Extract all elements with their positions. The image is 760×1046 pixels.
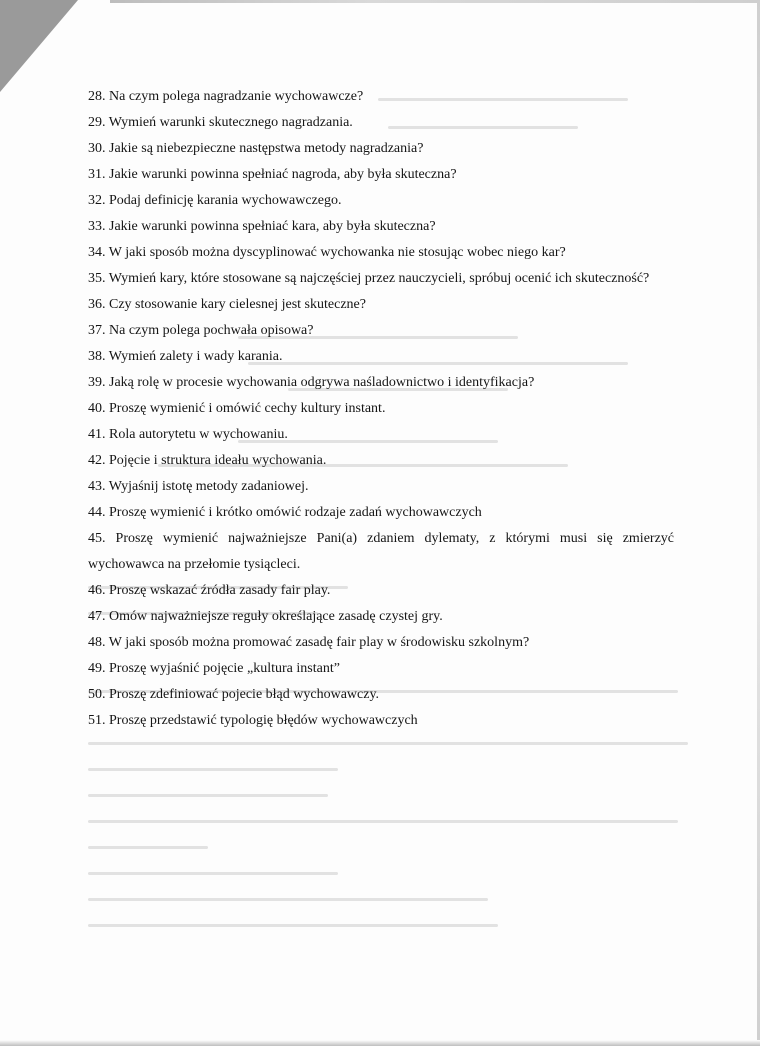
question-list [88,84,674,734]
question-item [88,500,674,526]
question-text: W jaki sposób można dyscyplinować wychowanka nie stosując wobec niego kar? [108,245,566,260]
question-item [88,162,674,188]
question-text: Na czym polega pochwała opisowa? [109,323,314,338]
question-text: Proszę wskazać źródła zasady fair play. [109,583,331,598]
question-number: 30. [88,141,106,156]
question-text: Na czym polega nagradzanie wychowawcze? [109,89,364,104]
question-text: Rola autorytetu w wychowaniu. [109,427,288,442]
question-number: 35. [88,271,106,286]
question-text: Wymień kary, które stosowane są najczęściej przez nauczycieli, spróbuj ocenić ich skuteczność? [108,271,650,286]
question-item [88,656,674,682]
question-item [88,526,674,578]
question-number: 41. [88,427,106,442]
question-text: Omów najważniejsze reguły określające zasadę czystej gry. [109,609,443,624]
question-item [88,708,674,734]
question-item [88,110,674,136]
question-item [88,396,674,422]
question-text: Podaj definicję karania wychowawczego. [109,193,342,208]
question-text: Wyjaśnij istotę metody zadaniowej. [108,479,309,494]
question-number: 36. [88,297,106,312]
question-item [88,136,674,162]
folded-corner [0,0,78,92]
question-number: 40. [88,401,106,416]
question-number: 51. [88,713,106,728]
scan-edge-top [110,0,760,3]
question-item [88,344,674,370]
question-number: 44. [88,505,106,520]
question-text: Wymień warunki skutecznego nagradzania. [108,115,353,130]
question-item [88,84,674,110]
question-number: 46. [88,583,106,598]
question-item [88,474,674,500]
question-text: W jaki sposób można promować zasadę fair play w środowisku szkolnym? [108,635,530,650]
question-text: Proszę wyjaśnić pojęcie „kultura instant” [109,661,340,676]
question-item [88,292,674,318]
question-text: Pojęcie i struktura ideału wychowania. [109,453,327,468]
question-item [88,682,674,708]
question-item [88,240,674,266]
question-item [88,578,674,604]
question-text: Proszę przedstawić typologię błędów wychowawczych [109,713,418,728]
question-number: 39. [88,375,106,390]
question-number: 47. [88,609,106,624]
question-number: 37. [88,323,106,338]
question-text: Proszę wymienić i krótko omówić rodzaje zadań wychowawczych [109,505,482,520]
question-number: 32. [88,193,106,208]
question-number: 43. [88,479,106,494]
question-item [88,630,674,656]
question-item [88,370,674,396]
question-number: 34. [88,245,106,260]
question-text: Czy stosowanie kary cielesnej jest skuteczne? [109,297,366,312]
question-item [88,214,674,240]
question-text: Proszę wymienić najważniejsze Pani(a) zdaniem dylematy, z którymi musi się zmierzyć wychowawca na przełomie tysiącleci. [88,531,675,572]
question-number: 29. [88,115,106,130]
question-text: Proszę wymienić i omówić cechy kultury instant. [109,401,386,416]
question-text: Jakie warunki powinna spełniać nagroda, aby była skuteczna? [109,167,457,182]
question-text: Jakie warunki powinna spełniać kara, aby była skuteczna? [109,219,436,234]
question-text: Jaką rolę w procesie wychowania odgrywa naśladownictwo i identyfikacja? [109,375,535,390]
question-number: 33. [88,219,106,234]
question-number: 48. [88,635,106,650]
question-number: 49. [88,661,106,676]
question-number: 42. [88,453,106,468]
scan-edge-bottom [0,1040,760,1046]
question-item [88,188,674,214]
question-item [88,422,674,448]
question-item [88,604,674,630]
question-number: 50. [88,687,106,702]
question-number: 28. [88,89,106,104]
question-text: Wymień zalety i wady karania. [108,349,283,364]
question-number: 31. [88,167,106,182]
question-item [88,266,674,292]
question-item [88,318,674,344]
question-number: 38. [88,349,106,364]
question-text: Jakie są niebezpieczne następstwa metody nagradzania? [109,141,424,156]
question-number: 45. [88,531,106,546]
question-text: Proszę zdefiniować pojecie błąd wychowawczy. [109,687,380,702]
question-item [88,448,674,474]
